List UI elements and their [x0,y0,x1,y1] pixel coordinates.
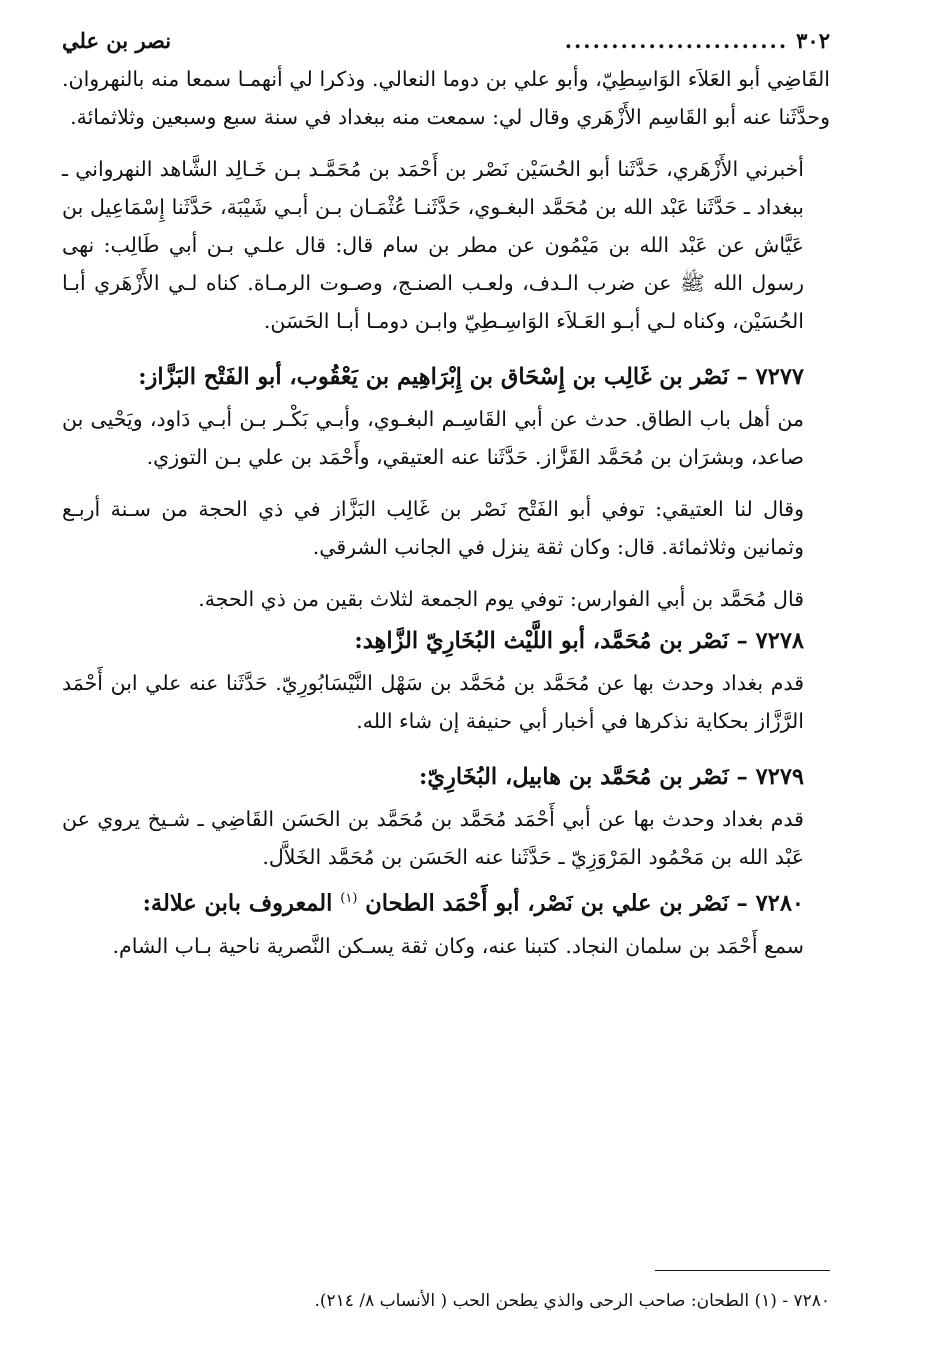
entry-heading-7279 [62,754,830,800]
entry-dash: – [728,364,748,390]
entry-number: ٧٢٧٩ [755,764,804,790]
entry-number: ٧٢٧٨ [755,628,804,654]
entry-title-tail: المعروف بابن علالة: [142,890,333,917]
header-leader-dots: ........................ [564,28,789,53]
paragraph-hadith: أخبرني الأَزْهَري، حَدَّثَنا أبو الحُسَيْن نَصْر بن أَحْمَد بن مُحَمَّـد بـن خَـالِد الشَّاهد النهرواني ـ ببغداد ـ حَدَّثَنا عَبْد الله بن مُحَمَّد البغـوي، حَدَّثَنـا عُثْمَـان بـن أبـي شَيْبَة، حَدَّثَنا إِسْمَاعِيل بن عَيَّاش عن عَبْد الله بن مَيْمُون عن مطر بن سام قال: قال علـي بـن أبي طَالِب: نهى رسول الله ﷺ عن ضرب الـدف، ولعـب الصنـج، وصـوت الرمـاة. كناه لـي الأَزْهَري أبـا الحُسَيْن، وكناه لـي أبـو العَـلاَء الوَاسِـطِيّ وابـن دومـا أبـا الحَسَن. [62,157,804,333]
entry-paragraph: قدم بغداد وحدث بها عن مُحَمَّد بن مُحَمَّد بن سَهْل النَّيْسَابُورِيّ. حَدَّثَنا عنه علي ابن أَحْمَد الرَّزَّاز بحكاية نذكرها في أخبار أبي حنيفة إن شاء الله. [62,671,804,733]
entry-dash: – [728,890,748,917]
entry-heading-7280 [62,876,830,927]
footnote: ٧٢٨٠ - (١) الطحان: صاحب الرحى والذي يطحن الحب ( الأنساب ٨/ ٢١٤). [314,1291,830,1311]
footnote-divider [655,1270,830,1271]
entry-paragraph: من أهل باب الطاق. حدث عن أبي القَاسِـم البغـوي، وأبـي بَكْـر بـن أبـي دَاود، ويَحْيى بن صاعد، وبشرَان بن مُحَمَّد القَزَّاز. حَدَّثَنا عنه العتيقي، وأَحْمَد بن علي بـن التوزي. [62,407,804,469]
footnote-marker[interactable]: (١) [340,891,358,906]
entry-dash: – [728,764,748,790]
entry-title: نَصْر بن علي بن نَصْر، أبو أَحْمَد الطحان [365,890,729,917]
entry-number: ٧٢٨٠ [755,890,804,917]
entry-title: نَصْر بن مُحَمَّد، أبو اللَّيْث البُخَارِيّ الزَّاهِد: [354,628,729,654]
entry-number: ٧٢٧٧ [755,364,804,390]
book-page [62,22,830,1332]
entry-paragraph: قدم بغداد وحدث بها عن أبي أَحْمَد مُحَمَّد بن مُحَمَّد بن الحَسَن القَاضِي ـ شـيخ يروي عن عَبْد الله بن مَحْمُود المَرْوَزِيّ ـ حَدَّثَنا عنه الحَسَن بن مُحَمَّد الخَلاَّل. [62,807,804,869]
entry-paragraph: وقال لنا العتيقي: توفي أبو الفَتْح نَصْر بن غَالِب البَزَّاز في ذي الحجة من سـنة أربـع وثمانين وثلاثمائة. قال: وكان ثقة ينزل في الجانب الشرقي. [62,497,804,559]
paragraph-continuation: القَاضِي أبو العَلاَء الوَاسِطِيّ، وأبو علي بن دوما النعالي. وذكرا لي أنهمـا سمعا منه بالنهروان. وحدَّثَنا عنه أبو القَاسِم الأَزْهَري وقال لي: سمعت منه ببغداد في سنة سبع وسبعين وثلاثمائة. [62,67,830,129]
page-number: ٣٠٢ [796,28,830,53]
entry-paragraph: سمع أَحْمَد بن سلمان النجاد. كتبنا عنه، وكان ثقة يسـكن النَّصرية ناحية بـاب الشام. [112,933,804,958]
entry-paragraph: قال مُحَمَّد بن أبي الفوارس: توفي يوم الجمعة لثلاث بقين من ذي الحجة. [198,587,804,611]
entry-heading-7278 [62,618,830,664]
entry-heading-7277 [62,354,830,400]
running-title: نصر بن علي [62,28,172,53]
entry-title: نَصْر بن مُحَمَّد بن هابيل، البُخَارِيّ: [419,764,729,790]
entry-dash: – [728,628,748,654]
entry-title: نَصْر بن غَالِب بن إِسْحَاق بن إِبْرَاهِيم بن يَعْقُوب، أبو الفَتْح البَزَّاز: [138,364,729,390]
running-header [62,22,830,60]
